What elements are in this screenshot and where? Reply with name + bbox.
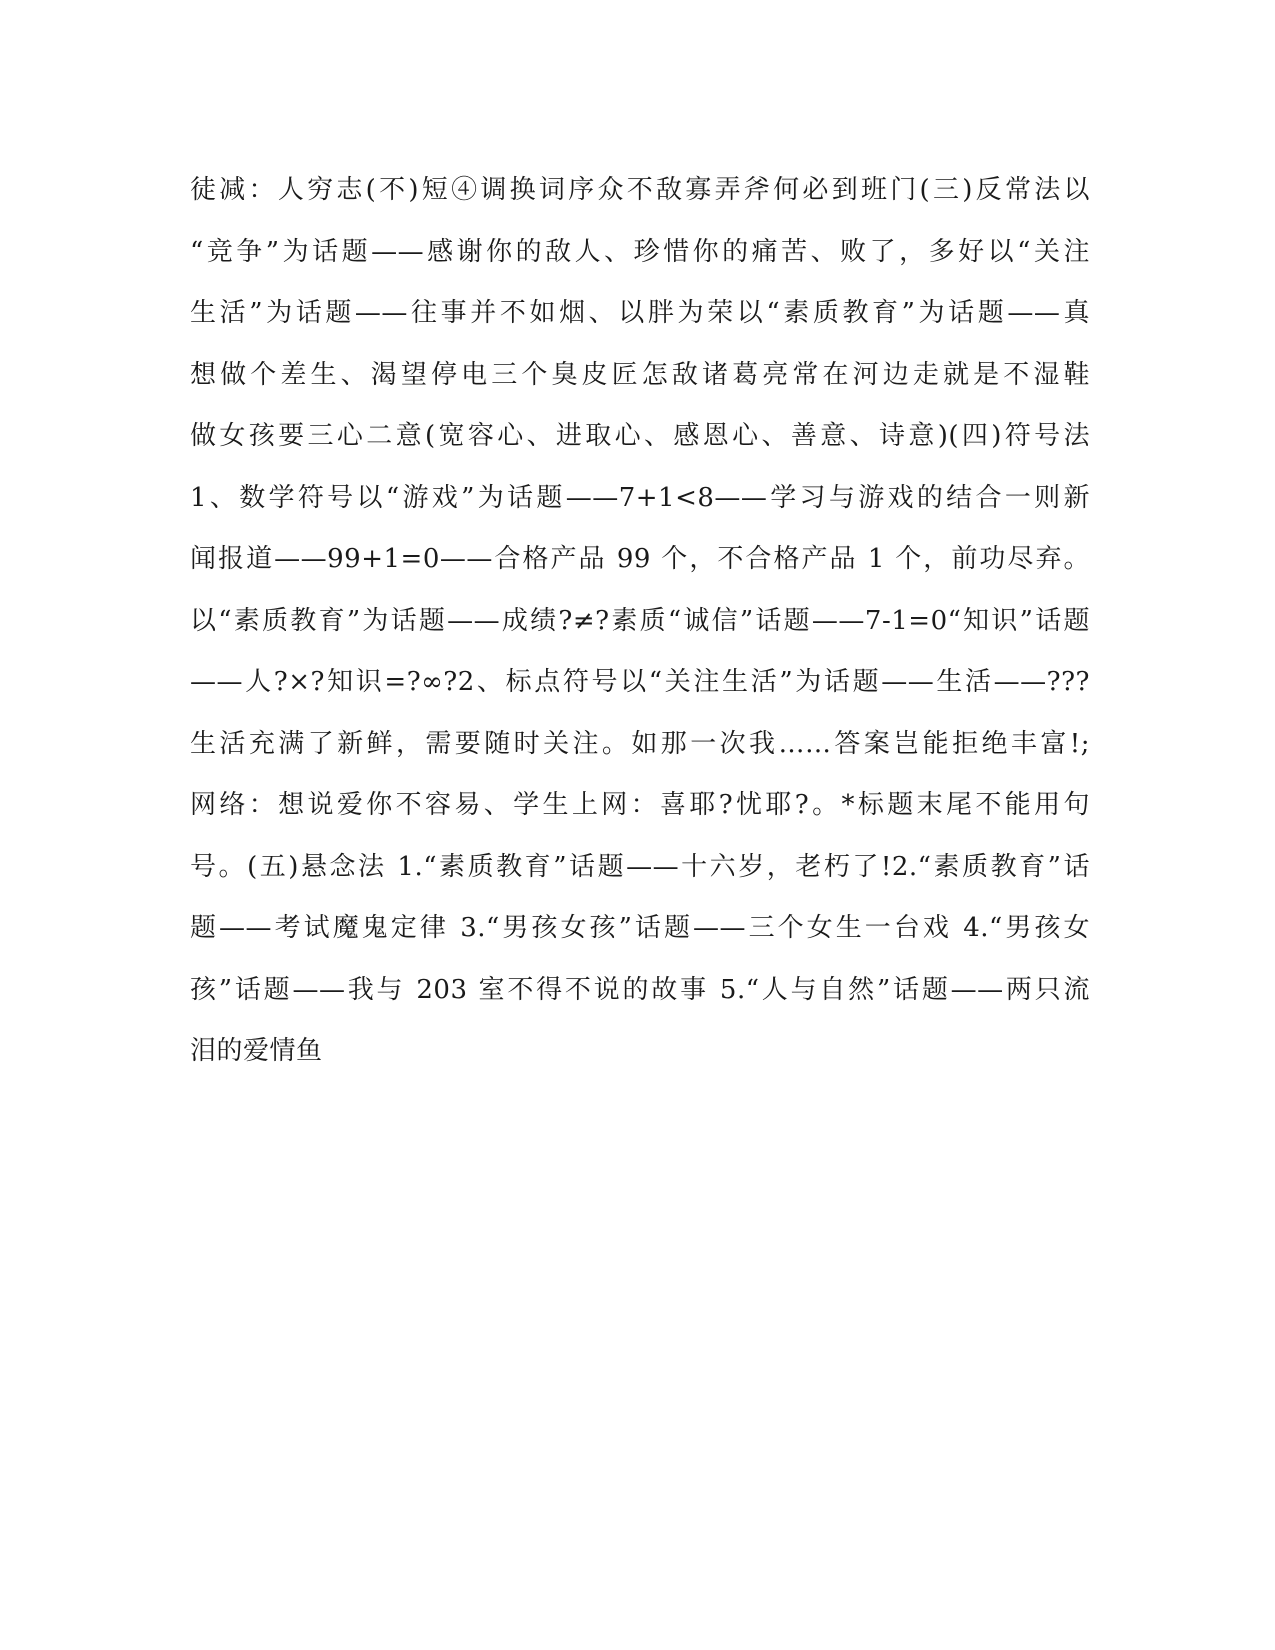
- text-line: 闻报道——99+1=0——合格产品 99 个，不合格产品 1 个，前功尽弃。: [190, 544, 1090, 574]
- text-line: 孩”话题——我与 203 室不得不说的故事 5.“人与自然”话题——两只流: [190, 974, 1090, 1005]
- text-line: 以“素质教育”为话题——成绩?≠?素质“诚信”话题——7-1=0“知识”话题: [190, 605, 1090, 636]
- text-line: 1、数学符号以“游戏”为话题——7+1<8——学习与游戏的结合一则新: [190, 482, 1090, 513]
- body-text: [190, 160, 1090, 1083]
- text-line: 徒减：人穷志(不)短④调换词序众不敌寡弄斧何必到班门(三)反常法以: [190, 175, 1090, 205]
- text-line: 号。(五)悬念法 1.“素质教育”话题——十六岁，老朽了!2.“素质教育”话: [190, 851, 1090, 882]
- text-line: 网络：想说爱你不容易、学生上网：喜耶?忧耶?。*标题末尾不能用句: [190, 790, 1090, 820]
- text-line: 生活”为话题——往事并不如烟、以胖为荣以“素质教育”为话题——真: [190, 298, 1090, 328]
- text-line: 泪的爱情鱼: [190, 1036, 323, 1066]
- text-line: 做女孩要三心二意(宽容心、进取心、感恩心、善意、诗意)(四)符号法: [190, 421, 1090, 451]
- text-line: “竞争”为话题——感谢你的敌人、珍惜你的痛苦、败了，多好以“关注: [190, 236, 1090, 267]
- text-line: 生活充满了新鲜，需要随时关注。如那一次我……答案岂能拒绝丰富!;: [190, 728, 1090, 759]
- text-line: ——人?×?知识=?∞?2、标点符号以“关注生活”为话题——生活——???: [190, 667, 1090, 697]
- text-line: 题——考试魔鬼定律 3.“男孩女孩”话题——三个女生一台戏 4.“男孩女: [190, 913, 1090, 943]
- text-line: 想做个差生、渴望停电三个臭皮匠怎敌诸葛亮常在河边走就是不湿鞋: [190, 359, 1090, 390]
